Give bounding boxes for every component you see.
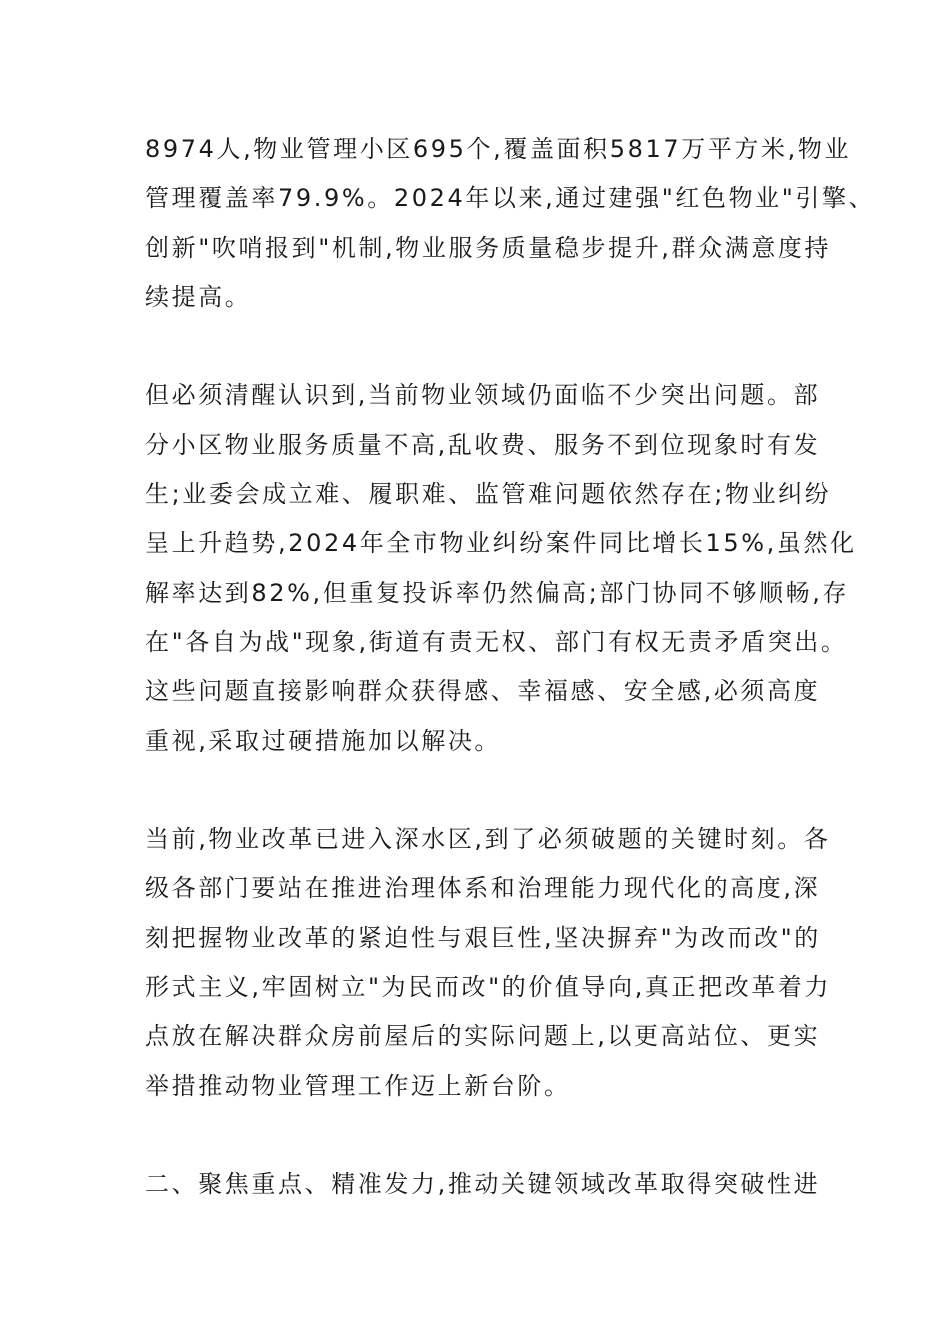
text-line: 分小区物业服务质量不高,乱收费、服务不到位现象时有发 — [145, 430, 821, 459]
text-line: 呈上升趋势,2024年全市物业纠纷案件同比增长15%,虽然化 — [145, 529, 857, 558]
text-line: 重视,采取过硬措施加以解决。 — [145, 726, 502, 755]
section-heading — [145, 1160, 835, 1209]
paragraph — [145, 815, 835, 1111]
text-line: 解率达到82%,但重复投诉率仍然偏高;部门协同不够顺畅,存 — [145, 578, 850, 607]
text-line: 点放在解决群众房前屋后的实际问题上,以更高站位、更实 — [145, 1022, 821, 1051]
text-line: 当前,物业改革已进入深水区,到了必须破题的关键时刻。各 — [145, 825, 831, 854]
text-line: 生;业委会成立难、履职难、监管难问题依然存在;物业纠纷 — [145, 480, 832, 509]
text-line: 二、聚焦重点、精准发力,推动关键领域改革取得突破性进 — [145, 1170, 821, 1199]
paragraph — [145, 371, 857, 765]
paragraph-spacer — [145, 322, 835, 371]
paragraph-spacer — [145, 766, 835, 815]
text-line: 但必须清醒认识到,当前物业领域仍面临不少突出问题。部 — [145, 381, 821, 410]
text-line: 在"各自为战"现象,街道有责无权、部门有权无责矛盾突出。 — [145, 627, 848, 656]
text-line: 举措推动物业管理工作迈上新台阶。 — [145, 1071, 571, 1100]
text-line: 级各部门要站在推进治理体系和治理能力现代化的高度,深 — [145, 874, 821, 903]
text-line: 8974人,物业管理小区695个,覆盖面积5817万平方米,物业 — [145, 135, 852, 163]
paragraph — [145, 125, 876, 322]
text-line: 刻把握物业改革的紧迫性与艰巨性,坚决摒弃"为改而改"的 — [145, 923, 821, 952]
text-line: 形式主义,牢固树立"为民而改"的价值导向,真正把改革着力 — [145, 973, 832, 1002]
document-page — [145, 125, 876, 1210]
paragraph-spacer — [145, 1111, 835, 1160]
text-line: 管理覆盖率79.9%。2024年以来,通过建强"红色物业"引擎、 — [145, 184, 876, 213]
text-line: 续提高。 — [145, 282, 252, 311]
text-line: 这些问题直接影响群众获得感、幸福感、安全感,必须高度 — [145, 677, 821, 706]
text-line: 创新"吹哨报到"机制,物业服务质量稳步提升,群众满意度持 — [145, 233, 832, 262]
